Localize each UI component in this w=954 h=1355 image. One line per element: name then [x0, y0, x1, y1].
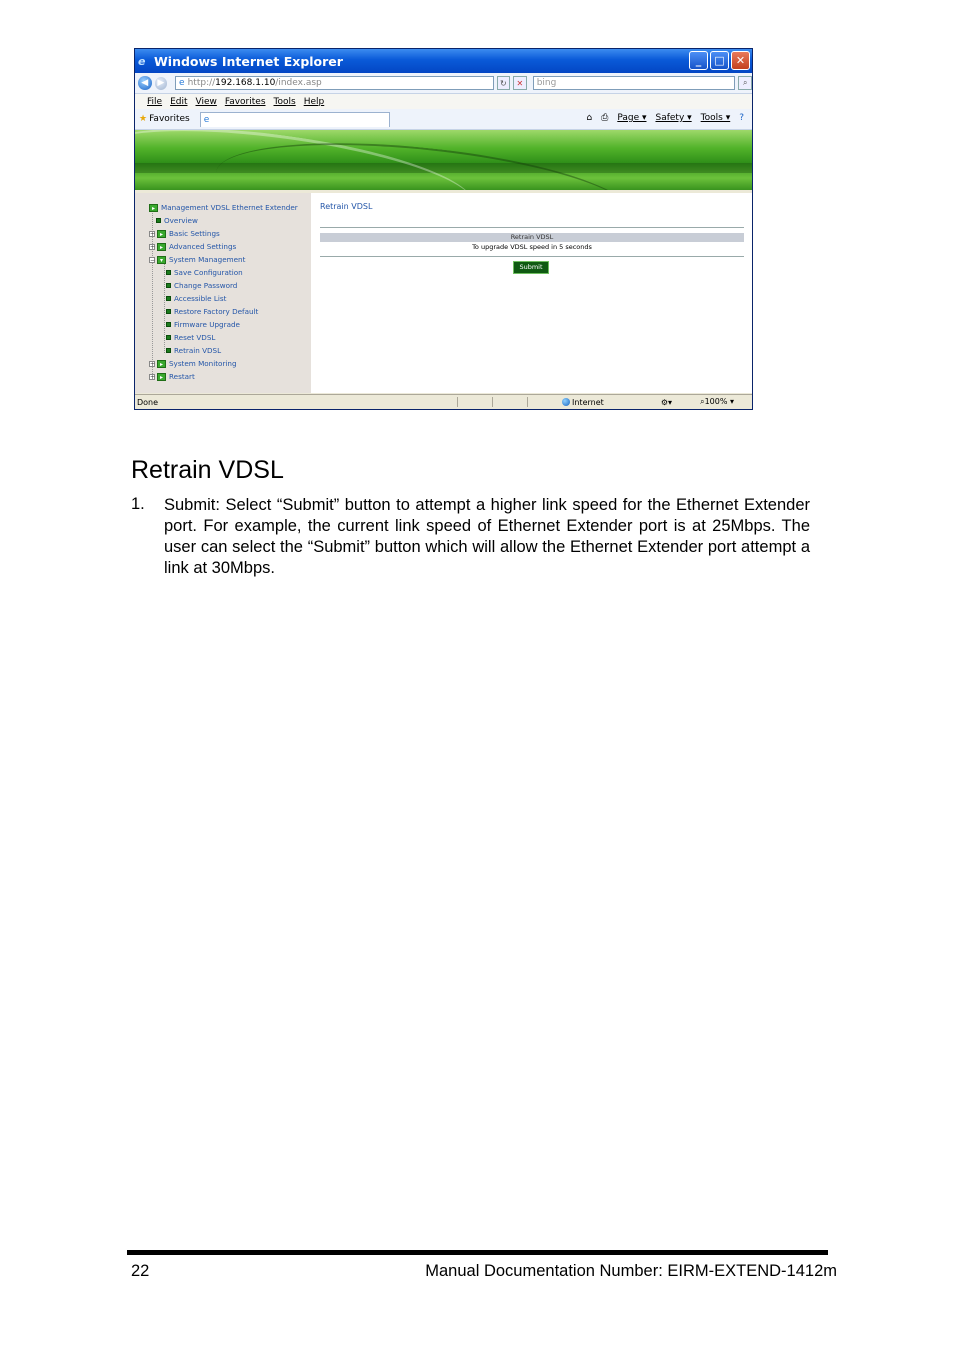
- list-item-text: Submit: Select “Submit” button to attempt a higher link speed for the Ethernet Extender port. For example, the current link speed of Ethernet Extender port is at 25Mbps. The user can select the “Submit” button which will allow the Ethernet Extender port attempt a link at 30Mbps.: [164, 496, 810, 577]
- forward-icon[interactable]: ▶: [155, 77, 168, 90]
- tree-item-label: System Management: [169, 255, 246, 264]
- stop-icon[interactable]: ✕: [513, 76, 527, 90]
- page-icon: e: [179, 78, 185, 88]
- status-separator: [457, 397, 458, 407]
- section-heading: Retrain VDSL: [131, 456, 284, 484]
- minimize-icon[interactable]: _: [689, 51, 708, 70]
- expand-icon[interactable]: +: [150, 243, 156, 251]
- home-icon[interactable]: ⌂: [586, 113, 593, 123]
- menu-favorites[interactable]: Favorites: [224, 96, 266, 107]
- menu-bar: [135, 94, 752, 109]
- favorites-bar: [135, 109, 752, 130]
- browser-tab[interactable]: [200, 112, 390, 127]
- section-description: To upgrade VDSL speed in 5 seconds: [472, 243, 592, 251]
- page-icon: [166, 335, 171, 340]
- help-icon[interactable]: ?: [739, 113, 744, 123]
- status-text: Done: [137, 397, 159, 407]
- menu-tools[interactable]: Tools: [273, 96, 296, 107]
- expand-icon[interactable]: +: [150, 373, 156, 381]
- page-content: [135, 193, 752, 393]
- status-separator: [527, 397, 528, 407]
- list-item-number: 1.: [131, 495, 145, 513]
- tree-item-retrain-vdsl[interactable]: [166, 346, 221, 355]
- tree-item-change-password[interactable]: [166, 281, 237, 290]
- tree-item-label: Restart: [169, 372, 195, 381]
- page-icon: [166, 309, 171, 314]
- favorites-star-icon: ★: [139, 114, 148, 124]
- tree-item-label: Restore Factory Default: [174, 307, 259, 316]
- tree-item-firmware-upgrade[interactable]: [166, 320, 240, 329]
- folder-icon: ▸: [157, 243, 166, 251]
- tree-item-save-configuration[interactable]: [166, 268, 243, 277]
- zone-label: Internet: [572, 397, 604, 407]
- status-separator: [492, 397, 493, 407]
- menu-view[interactable]: View: [195, 96, 217, 107]
- submit-button[interactable]: Submit: [513, 261, 549, 274]
- tree-item-restart[interactable]: [149, 372, 195, 381]
- tree-item-label: Save Configuration: [174, 268, 243, 277]
- folder-icon: ▸: [149, 204, 158, 212]
- tree-root[interactable]: [149, 203, 298, 212]
- zone-indicator: [562, 398, 604, 407]
- browser-screenshot: [134, 48, 753, 410]
- browser-title-bar: [135, 49, 752, 73]
- close-icon[interactable]: ✕: [731, 51, 750, 70]
- search-input[interactable]: [533, 76, 736, 90]
- tree-item-label: Accessible List: [174, 294, 227, 303]
- globe-icon: [562, 398, 570, 406]
- url-host: 192.168.1.10: [215, 78, 276, 88]
- favorites-button[interactable]: Favorites: [149, 114, 190, 124]
- page-icon: [166, 322, 171, 327]
- safety-menu[interactable]: Safety ▾: [655, 113, 692, 123]
- search-placeholder: bing: [536, 78, 557, 88]
- page-icon: [156, 218, 161, 223]
- folder-icon: ▸: [157, 373, 166, 381]
- command-bar: [586, 113, 744, 123]
- footer-rule: [127, 1250, 828, 1255]
- refresh-icon[interactable]: ↻: [497, 76, 511, 90]
- page-icon: [166, 348, 171, 353]
- status-bar: [135, 394, 752, 409]
- tree-item-label: Reset VDSL: [174, 333, 216, 342]
- tree-item-label: Change Password: [174, 281, 238, 290]
- tools-menu[interactable]: Tools ▾: [700, 113, 731, 123]
- tree-item-label: Firmware Upgrade: [174, 320, 240, 329]
- tree-item-label: Advanced Settings: [169, 242, 237, 251]
- page-icon: [166, 283, 171, 288]
- expand-icon[interactable]: +: [150, 230, 156, 238]
- tree-item-system-monitoring[interactable]: [149, 359, 237, 368]
- zoom-level: 100%: [704, 397, 728, 406]
- tree-line: [164, 261, 165, 353]
- folder-icon: ▸: [157, 230, 166, 238]
- protected-mode-icon[interactable]: ⚙▾: [660, 397, 672, 407]
- address-toolbar: [135, 73, 752, 94]
- panel-title: Retrain VDSL: [320, 202, 373, 211]
- folder-icon: ▾: [157, 256, 166, 264]
- tree-item-overview[interactable]: [156, 216, 198, 225]
- tree-item-label: Overview: [164, 216, 198, 225]
- page-menu[interactable]: Page ▾: [617, 113, 647, 123]
- page-icon: [166, 296, 171, 301]
- tree-item-label: Retrain VDSL: [174, 346, 222, 355]
- maximize-icon[interactable]: □: [710, 51, 729, 70]
- menu-edit[interactable]: Edit: [170, 96, 188, 107]
- page-icon: [166, 270, 171, 275]
- collapse-icon[interactable]: −: [150, 256, 156, 264]
- divider: [320, 256, 744, 257]
- section-header: Retrain VDSL: [320, 233, 744, 242]
- tree-item-label: Basic Settings: [169, 229, 220, 238]
- divider: [320, 227, 744, 228]
- expand-icon[interactable]: +: [150, 360, 156, 368]
- window-controls: [689, 51, 750, 70]
- tree-item-reset-vdsl[interactable]: [166, 333, 215, 342]
- url-prefix: http://: [187, 78, 216, 88]
- search-icon[interactable]: ⌕: [738, 76, 752, 90]
- site-banner: [135, 130, 752, 190]
- tree-item-label: System Monitoring: [169, 359, 237, 368]
- tree-item-restore-factory-default[interactable]: [166, 307, 258, 316]
- url-path: /index.asp: [275, 78, 322, 88]
- tab-page-icon: e: [203, 114, 210, 125]
- browser-title: Windows Internet Explorer: [154, 53, 343, 69]
- main-panel: [311, 193, 752, 393]
- folder-icon: ▸: [157, 360, 166, 368]
- ie-logo-icon: e: [138, 54, 146, 68]
- nav-tree: [135, 193, 311, 393]
- tree-root-label: Management VDSL Ethernet Extender: [161, 203, 298, 212]
- document-number: Manual Documentation Number: EIRM-EXTEND-1412m: [425, 1262, 837, 1280]
- address-input[interactable]: [175, 76, 493, 90]
- back-icon[interactable]: ◀: [138, 76, 152, 90]
- tree-item-system-management[interactable]: [149, 255, 245, 264]
- menu-help[interactable]: Help: [303, 96, 325, 107]
- tree-item-accessible-list[interactable]: [166, 294, 226, 303]
- tree-item-basic-settings[interactable]: [149, 229, 220, 238]
- menu-file[interactable]: File: [147, 96, 163, 107]
- tree-item-advanced-settings[interactable]: [149, 242, 236, 251]
- zoom-control[interactable]: ⌕100% ▾: [700, 397, 734, 406]
- page-number: 22: [131, 1262, 150, 1280]
- print-icon[interactable]: ⎙: [601, 113, 609, 123]
